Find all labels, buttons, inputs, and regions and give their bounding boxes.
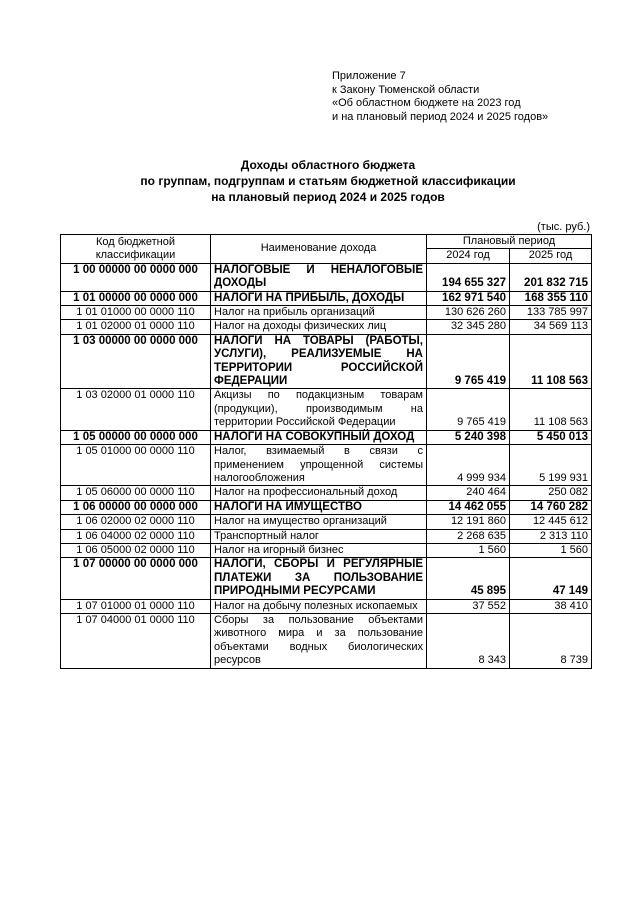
- appendix-line: «Об областном бюджете на 2023 год: [332, 97, 521, 109]
- appendix-line: к Закону Тюменской области: [332, 83, 480, 96]
- table-row: [61, 543, 592, 557]
- row-name: НАЛОГИ, СБОРЫ И РЕГУЛЯРНЫЕ ПЛАТЕЖИ ЗА ПОЛЬЗОВАНИЕ ПРИРОДНЫМИ РЕСУРСАМИ: [211, 558, 427, 599]
- appendix-header: [332, 70, 548, 124]
- header-name: Наименование дохода: [211, 235, 427, 264]
- row-name: Транспортный налог: [211, 529, 427, 543]
- row-value-2025: 11 108 563: [510, 389, 592, 430]
- table-row: [61, 529, 592, 543]
- row-value-2024: 162 971 540: [427, 291, 510, 305]
- row-name: Налог на доходы физических лиц: [211, 320, 427, 334]
- row-code: 1 07 00000 00 0000 000: [61, 558, 211, 599]
- row-name: Налог, взимаемый в связи с применением упрощенной системы налогообложения: [211, 445, 427, 486]
- table-row: [61, 306, 592, 320]
- row-name: Налог на профессиональный доход: [211, 486, 427, 500]
- row-code: 1 03 02000 01 0000 110: [61, 389, 211, 430]
- table-body: [61, 263, 592, 668]
- units-label: (тыс. руб.): [537, 221, 590, 233]
- title-line: Доходы областного бюджета: [240, 158, 416, 172]
- row-value-2025: 5 450 013: [510, 430, 592, 444]
- row-code: 1 05 06000 00 0000 110: [61, 486, 211, 500]
- appendix-line: Приложение 7: [332, 70, 406, 82]
- row-code: 1 07 01000 01 0000 110: [61, 599, 211, 613]
- row-code: 1 01 00000 00 0000 000: [61, 291, 211, 305]
- header-year-2025: 2025 год: [510, 249, 592, 263]
- row-value-2025: 38 410: [510, 599, 592, 613]
- row-name: НАЛОГИ НА ТОВАРЫ (РАБОТЫ, УСЛУГИ), РЕАЛИЗУЕМЫЕ НА ТЕРРИТОРИИ РОССИЙСКОЙ ФЕДЕРАЦИИ: [211, 334, 427, 389]
- revenue-table: [60, 234, 592, 669]
- row-value-2025: 12 445 612: [510, 515, 592, 529]
- row-value-2024: 2 268 635: [427, 529, 510, 543]
- title-line: по группам, подгруппам и статьям бюджетной классификации: [140, 174, 516, 188]
- row-name: Налог на имущество организаций: [211, 515, 427, 529]
- row-value-2024: 4 999 934: [427, 445, 510, 486]
- row-value-2024: 1 560: [427, 543, 510, 557]
- row-value-2024: 32 345 280: [427, 320, 510, 334]
- row-code: 1 05 00000 00 0000 000: [61, 430, 211, 444]
- row-name: Налог на добычу полезных ископаемых: [211, 599, 427, 613]
- row-value-2025: 133 785 997: [510, 306, 592, 320]
- table-row: [61, 291, 592, 305]
- row-code: 1 06 02000 02 0000 110: [61, 515, 211, 529]
- row-value-2025: 250 082: [510, 486, 592, 500]
- row-name: Акцизы по подакцизным товарам (продукции), производимым на территории Российской Федерации: [211, 389, 427, 430]
- row-name: Налог на игорный бизнес: [211, 543, 427, 557]
- row-code: 1 01 01000 00 0000 110: [61, 306, 211, 320]
- row-value-2024: 14 462 055: [427, 500, 510, 514]
- row-name: Сборы за пользование объектами животного мира и за пользование объектами водных биологических ресурсов: [211, 613, 427, 668]
- document-title: [60, 157, 596, 205]
- table-row: [61, 558, 592, 599]
- row-value-2024: 194 655 327: [427, 263, 510, 291]
- table-row: [61, 263, 592, 291]
- row-value-2024: 12 191 860: [427, 515, 510, 529]
- row-value-2025: 8 739: [510, 613, 592, 668]
- table-row: [61, 320, 592, 334]
- row-value-2025: 201 832 715: [510, 263, 592, 291]
- row-value-2024: 240 464: [427, 486, 510, 500]
- row-code: 1 06 04000 02 0000 110: [61, 529, 211, 543]
- table-row: [61, 334, 592, 389]
- row-value-2025: 2 313 110: [510, 529, 592, 543]
- header-period: Плановый период: [427, 235, 592, 249]
- row-name: НАЛОГИ НА СОВОКУПНЫЙ ДОХОД: [211, 430, 427, 444]
- table-row: [61, 486, 592, 500]
- row-value-2025: 34 569 113: [510, 320, 592, 334]
- header-year-2024: 2024 год: [427, 249, 510, 263]
- row-value-2024: 9 765 419: [427, 389, 510, 430]
- table-row: [61, 515, 592, 529]
- table-row: [61, 613, 592, 668]
- row-name: НАЛОГОВЫЕ И НЕНАЛОГОВЫЕ ДОХОДЫ: [211, 263, 427, 291]
- header-code: Код бюджетной классификации: [61, 235, 211, 264]
- row-name: Налог на прибыль организаций: [211, 306, 427, 320]
- row-name: НАЛОГИ НА ИМУЩЕСТВО: [211, 500, 427, 514]
- row-value-2025: 47 149: [510, 558, 592, 599]
- table-row: [61, 430, 592, 444]
- row-value-2025: 1 560: [510, 543, 592, 557]
- table-row: [61, 500, 592, 514]
- row-code: 1 01 02000 01 0000 110: [61, 320, 211, 334]
- row-value-2024: 5 240 398: [427, 430, 510, 444]
- appendix-line: и на плановый период 2024 и 2025 годов»: [332, 110, 549, 123]
- row-code: 1 07 04000 01 0000 110: [61, 613, 211, 668]
- row-code: 1 05 01000 00 0000 110: [61, 445, 211, 486]
- row-value-2025: 5 199 931: [510, 445, 592, 486]
- row-value-2024: 9 765 419: [427, 334, 510, 389]
- table-row: [61, 389, 592, 430]
- row-code: 1 06 05000 02 0000 110: [61, 543, 211, 557]
- row-value-2025: 168 355 110: [510, 291, 592, 305]
- row-name: НАЛОГИ НА ПРИБЫЛЬ, ДОХОДЫ: [211, 291, 427, 305]
- row-value-2024: 8 343: [427, 613, 510, 668]
- table-row: [61, 445, 592, 486]
- row-value-2024: 130 626 260: [427, 306, 510, 320]
- row-code: 1 03 00000 00 0000 000: [61, 334, 211, 389]
- row-value-2025: 14 760 282: [510, 500, 592, 514]
- row-value-2024: 37 552: [427, 599, 510, 613]
- table-row: [61, 599, 592, 613]
- row-code: 1 00 00000 00 0000 000: [61, 263, 211, 291]
- title-line: на плановый период 2024 и 2025 годов: [211, 190, 445, 204]
- row-value-2025: 11 108 563: [510, 334, 592, 389]
- row-value-2024: 45 895: [427, 558, 510, 599]
- row-code: 1 06 00000 00 0000 000: [61, 500, 211, 514]
